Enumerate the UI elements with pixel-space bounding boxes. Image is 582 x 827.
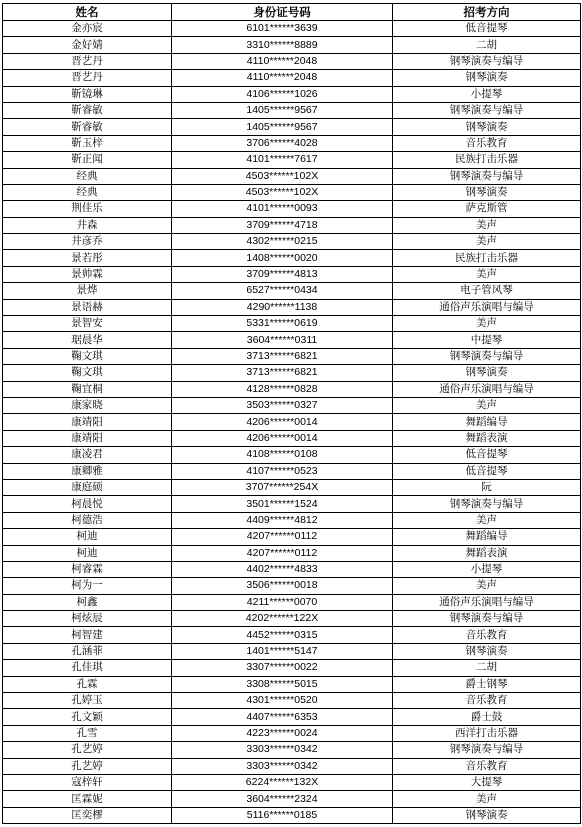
table-row bbox=[3, 627, 581, 643]
table-row bbox=[3, 119, 581, 135]
cell-name: 晋艺丹 bbox=[3, 53, 172, 69]
cell-name: 靳玉梓 bbox=[3, 135, 172, 151]
cell-name: 康卿雅 bbox=[3, 463, 172, 479]
cell-direction: 舞蹈表演 bbox=[393, 430, 581, 446]
cell-direction: 通俗声乐演唱与编导 bbox=[393, 299, 581, 315]
cell-id-number: 4301******0520 bbox=[172, 693, 393, 709]
cell-name: 靳睿敏 bbox=[3, 119, 172, 135]
table-row bbox=[3, 332, 581, 348]
cell-direction: 音乐教育 bbox=[393, 627, 581, 643]
cell-id-number: 4202******122X bbox=[172, 611, 393, 627]
cell-name: 靳正闻 bbox=[3, 152, 172, 168]
cell-id-number: 4128******0828 bbox=[172, 381, 393, 397]
cell-direction: 钢琴演奏 bbox=[393, 807, 581, 823]
cell-direction: 小提琴 bbox=[393, 561, 581, 577]
cell-id-number: 4206******0014 bbox=[172, 430, 393, 446]
cell-direction: 音乐教育 bbox=[393, 758, 581, 774]
cell-direction: 舞蹈编导 bbox=[393, 414, 581, 430]
cell-direction: 美声 bbox=[393, 578, 581, 594]
cell-direction: 美声 bbox=[393, 512, 581, 528]
cell-name: 孔婷玉 bbox=[3, 693, 172, 709]
cell-name: 匡奕樛 bbox=[3, 807, 172, 823]
cell-direction: 钢琴演奏与编导 bbox=[393, 348, 581, 364]
cell-direction: 钢琴演奏与编导 bbox=[393, 168, 581, 184]
table-row bbox=[3, 725, 581, 741]
table-row bbox=[3, 676, 581, 692]
table-row bbox=[3, 693, 581, 709]
table-row bbox=[3, 447, 581, 463]
cell-direction: 美声 bbox=[393, 397, 581, 413]
table-row bbox=[3, 316, 581, 332]
cell-name: 井森 bbox=[3, 217, 172, 233]
cell-direction: 二胡 bbox=[393, 37, 581, 53]
cell-name: 柯为一 bbox=[3, 578, 172, 594]
cell-id-number: 3707******254X bbox=[172, 479, 393, 495]
cell-name: 孔佳琪 bbox=[3, 660, 172, 676]
cell-id-number: 1401******5147 bbox=[172, 643, 393, 659]
table-row bbox=[3, 545, 581, 561]
cell-id-number: 4211******0070 bbox=[172, 594, 393, 610]
table-row bbox=[3, 742, 581, 758]
cell-id-number: 4452******0315 bbox=[172, 627, 393, 643]
table-row bbox=[3, 53, 581, 69]
cell-direction: 民族打击乐器 bbox=[393, 250, 581, 266]
table-row bbox=[3, 397, 581, 413]
table-row bbox=[3, 168, 581, 184]
cell-name: 康靖阳 bbox=[3, 414, 172, 430]
table-row bbox=[3, 250, 581, 266]
cell-id-number: 3310******8889 bbox=[172, 37, 393, 53]
cell-id-number: 3506******0018 bbox=[172, 578, 393, 594]
table-row bbox=[3, 135, 581, 151]
cell-direction: 钢琴演奏与编导 bbox=[393, 496, 581, 512]
cell-name: 靳镜琳 bbox=[3, 86, 172, 102]
cell-id-number: 4107******0523 bbox=[172, 463, 393, 479]
cell-name: 柯晨悦 bbox=[3, 496, 172, 512]
header-id-number: 身份证号码 bbox=[172, 4, 393, 21]
cell-direction: 小提琴 bbox=[393, 86, 581, 102]
cell-direction: 美声 bbox=[393, 234, 581, 250]
cell-direction: 钢琴演奏 bbox=[393, 643, 581, 659]
table-row bbox=[3, 217, 581, 233]
cell-name: 柯睿霖 bbox=[3, 561, 172, 577]
cell-id-number: 3303******0342 bbox=[172, 742, 393, 758]
cell-direction: 音乐教育 bbox=[393, 135, 581, 151]
table-row bbox=[3, 512, 581, 528]
table-row bbox=[3, 381, 581, 397]
cell-id-number: 3303******0342 bbox=[172, 758, 393, 774]
cell-name: 金亦宸 bbox=[3, 21, 172, 37]
cell-id-number: 4503******102X bbox=[172, 184, 393, 200]
cell-direction: 爵士钢琴 bbox=[393, 676, 581, 692]
cell-name: 孔涵菲 bbox=[3, 643, 172, 659]
cell-name: 晋艺丹 bbox=[3, 70, 172, 86]
cell-name: 孔雪 bbox=[3, 725, 172, 741]
table-row bbox=[3, 463, 581, 479]
cell-name: 鞠文琪 bbox=[3, 348, 172, 364]
cell-id-number: 5331******0619 bbox=[172, 316, 393, 332]
cell-id-number: 4206******0014 bbox=[172, 414, 393, 430]
cell-id-number: 6224******132X bbox=[172, 774, 393, 790]
cell-direction: 低音提琴 bbox=[393, 21, 581, 37]
cell-id-number: 4106******1026 bbox=[172, 86, 393, 102]
table-row bbox=[3, 414, 581, 430]
cell-direction: 二胡 bbox=[393, 660, 581, 676]
cell-name: 经典 bbox=[3, 168, 172, 184]
cell-name: 荆佳乐 bbox=[3, 201, 172, 217]
table-header-row bbox=[3, 4, 581, 21]
cell-direction: 阮 bbox=[393, 479, 581, 495]
cell-id-number: 6101******3639 bbox=[172, 21, 393, 37]
table-row bbox=[3, 611, 581, 627]
table-row bbox=[3, 643, 581, 659]
cell-name: 柯德浩 bbox=[3, 512, 172, 528]
table-body bbox=[3, 21, 581, 824]
cell-id-number: 3604******2324 bbox=[172, 791, 393, 807]
cell-id-number: 3709******4813 bbox=[172, 266, 393, 282]
cell-id-number: 6527******0434 bbox=[172, 283, 393, 299]
cell-name: 金好婧 bbox=[3, 37, 172, 53]
cell-name: 井彦乔 bbox=[3, 234, 172, 250]
cell-id-number: 3308******5015 bbox=[172, 676, 393, 692]
cell-id-number: 4223******0024 bbox=[172, 725, 393, 741]
table-row bbox=[3, 86, 581, 102]
cell-name: 寇梓轩 bbox=[3, 774, 172, 790]
table-row bbox=[3, 479, 581, 495]
cell-direction: 钢琴演奏 bbox=[393, 184, 581, 200]
cell-name: 孔霖 bbox=[3, 676, 172, 692]
table-row bbox=[3, 266, 581, 282]
cell-id-number: 1405******9567 bbox=[172, 102, 393, 118]
cell-direction: 西洋打击乐器 bbox=[393, 725, 581, 741]
cell-direction: 钢琴演奏 bbox=[393, 119, 581, 135]
cell-name: 鞠宜桐 bbox=[3, 381, 172, 397]
cell-direction: 舞蹈编导 bbox=[393, 529, 581, 545]
table-row bbox=[3, 348, 581, 364]
cell-id-number: 4302******0215 bbox=[172, 234, 393, 250]
cell-name: 康靖阳 bbox=[3, 430, 172, 446]
cell-name: 柯鑫 bbox=[3, 594, 172, 610]
header-direction: 招考方向 bbox=[393, 4, 581, 21]
cell-id-number: 3501******1524 bbox=[172, 496, 393, 512]
cell-name: 景语赫 bbox=[3, 299, 172, 315]
cell-id-number: 4110******2048 bbox=[172, 53, 393, 69]
table-row bbox=[3, 184, 581, 200]
cell-direction: 钢琴演奏 bbox=[393, 365, 581, 381]
cell-name: 经典 bbox=[3, 184, 172, 200]
cell-direction: 萨克斯管 bbox=[393, 201, 581, 217]
cell-name: 匡霖妮 bbox=[3, 791, 172, 807]
cell-direction: 钢琴演奏与编导 bbox=[393, 742, 581, 758]
header-name: 姓名 bbox=[3, 4, 172, 21]
table-row bbox=[3, 37, 581, 53]
cell-id-number: 4101******7617 bbox=[172, 152, 393, 168]
cell-id-number: 3604******0311 bbox=[172, 332, 393, 348]
table-row bbox=[3, 430, 581, 446]
cell-direction: 爵士鼓 bbox=[393, 709, 581, 725]
table-row bbox=[3, 201, 581, 217]
cell-direction: 大提琴 bbox=[393, 774, 581, 790]
cell-direction: 钢琴演奏与编导 bbox=[393, 102, 581, 118]
cell-id-number: 3713******6821 bbox=[172, 348, 393, 364]
cell-name: 柯炫辰 bbox=[3, 611, 172, 627]
table-row bbox=[3, 561, 581, 577]
table-row bbox=[3, 70, 581, 86]
table-row bbox=[3, 152, 581, 168]
table-row bbox=[3, 758, 581, 774]
cell-direction: 中提琴 bbox=[393, 332, 581, 348]
cell-id-number: 5116******0185 bbox=[172, 807, 393, 823]
cell-id-number: 4101******0093 bbox=[172, 201, 393, 217]
cell-id-number: 4402******4833 bbox=[172, 561, 393, 577]
table-row bbox=[3, 365, 581, 381]
cell-id-number: 1408******0020 bbox=[172, 250, 393, 266]
cell-direction: 舞蹈表演 bbox=[393, 545, 581, 561]
cell-name: 景烨 bbox=[3, 283, 172, 299]
cell-direction: 通俗声乐演唱与编导 bbox=[393, 594, 581, 610]
cell-direction: 美声 bbox=[393, 266, 581, 282]
table-row bbox=[3, 299, 581, 315]
table-row bbox=[3, 529, 581, 545]
cell-id-number: 4207******0112 bbox=[172, 545, 393, 561]
cell-name: 景若彤 bbox=[3, 250, 172, 266]
cell-id-number: 3709******4718 bbox=[172, 217, 393, 233]
cell-direction: 钢琴演奏 bbox=[393, 70, 581, 86]
cell-direction: 钢琴演奏与编导 bbox=[393, 611, 581, 627]
cell-direction: 音乐教育 bbox=[393, 693, 581, 709]
table-row bbox=[3, 594, 581, 610]
cell-name: 孔文颖 bbox=[3, 709, 172, 725]
cell-direction: 美声 bbox=[393, 217, 581, 233]
table-row bbox=[3, 660, 581, 676]
table-row bbox=[3, 234, 581, 250]
cell-name: 康庭硕 bbox=[3, 479, 172, 495]
cell-direction: 民族打击乐器 bbox=[393, 152, 581, 168]
cell-name: 景帅霖 bbox=[3, 266, 172, 282]
cell-id-number: 4110******2048 bbox=[172, 70, 393, 86]
cell-id-number: 3713******6821 bbox=[172, 365, 393, 381]
cell-id-number: 4409******4812 bbox=[172, 512, 393, 528]
cell-name: 柯智建 bbox=[3, 627, 172, 643]
cell-name: 景智安 bbox=[3, 316, 172, 332]
table-row bbox=[3, 496, 581, 512]
cell-name: 琚晨华 bbox=[3, 332, 172, 348]
cell-name: 柯迪 bbox=[3, 529, 172, 545]
cell-direction: 美声 bbox=[393, 316, 581, 332]
cell-id-number: 4290******1138 bbox=[172, 299, 393, 315]
table-row bbox=[3, 774, 581, 790]
cell-name: 康家晓 bbox=[3, 397, 172, 413]
cell-id-number: 4108******0108 bbox=[172, 447, 393, 463]
table-row bbox=[3, 578, 581, 594]
table-row bbox=[3, 21, 581, 37]
cell-id-number: 3503******0327 bbox=[172, 397, 393, 413]
cell-direction: 低音提琴 bbox=[393, 463, 581, 479]
cell-name: 柯迪 bbox=[3, 545, 172, 561]
table-row bbox=[3, 283, 581, 299]
applicant-table bbox=[2, 3, 581, 824]
cell-id-number: 3706******4028 bbox=[172, 135, 393, 151]
cell-id-number: 3307******0022 bbox=[172, 660, 393, 676]
cell-name: 靳睿敏 bbox=[3, 102, 172, 118]
cell-name: 孔艺婷 bbox=[3, 742, 172, 758]
table-row bbox=[3, 807, 581, 823]
table-row bbox=[3, 709, 581, 725]
cell-name: 康凌君 bbox=[3, 447, 172, 463]
cell-id-number: 1405******9567 bbox=[172, 119, 393, 135]
cell-direction: 美声 bbox=[393, 791, 581, 807]
table-row bbox=[3, 791, 581, 807]
table-row bbox=[3, 102, 581, 118]
cell-name: 孔艺婷 bbox=[3, 758, 172, 774]
cell-id-number: 4407******6353 bbox=[172, 709, 393, 725]
cell-direction: 电子管风琴 bbox=[393, 283, 581, 299]
cell-direction: 钢琴演奏与编导 bbox=[393, 53, 581, 69]
cell-direction: 低音提琴 bbox=[393, 447, 581, 463]
cell-id-number: 4503******102X bbox=[172, 168, 393, 184]
cell-name: 鞠文琪 bbox=[3, 365, 172, 381]
cell-id-number: 4207******0112 bbox=[172, 529, 393, 545]
cell-direction: 通俗声乐演唱与编导 bbox=[393, 381, 581, 397]
